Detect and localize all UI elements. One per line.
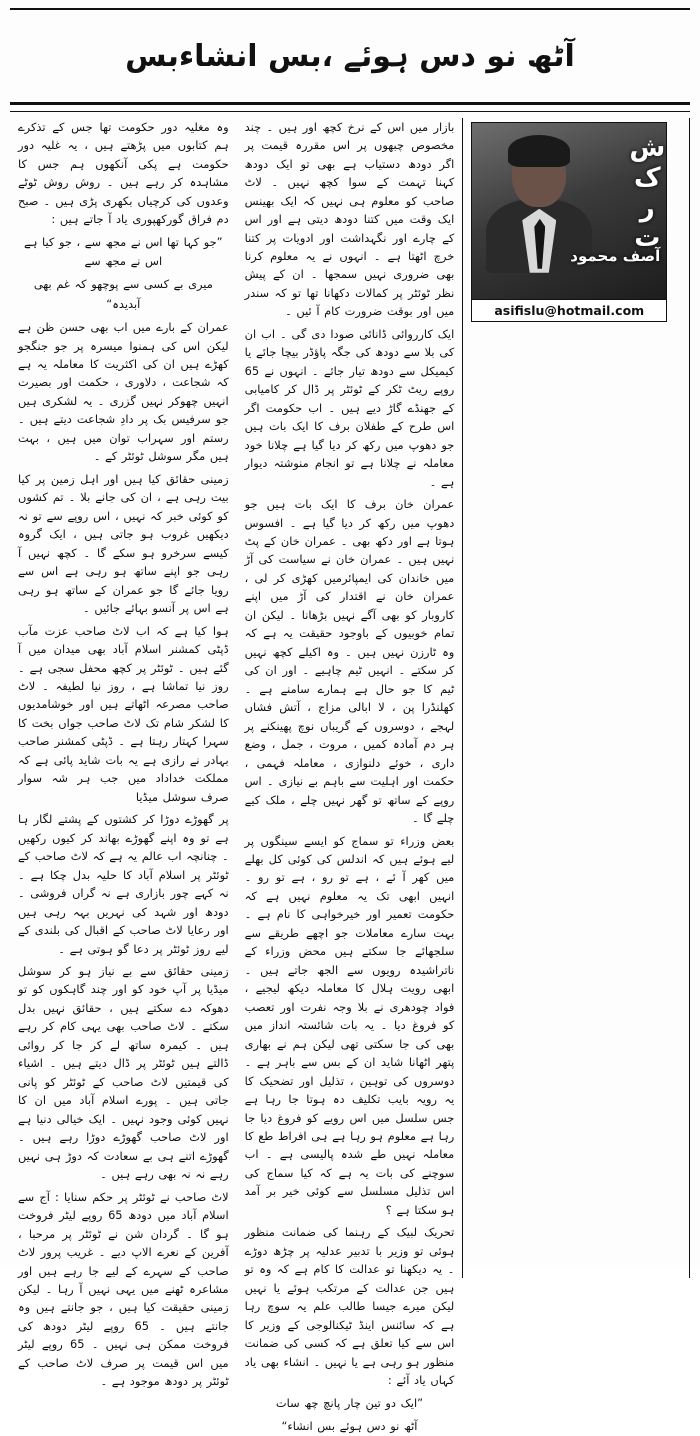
verse-line: ”ایک دو تین چار پانچ چھ سات bbox=[275, 1395, 424, 1410]
paragraph: ایک کارروائی ڈانائی صودا دی گی ۔ اب ان کی بلا سے دودھ کی جگہ پاﺅڈر بیچا جائے یا کیمیکل سے دودھ تیار جائے ۔ انہوں نے 65 روپے ریٹ ٹکر کے ٹوئٹر پر ڈال کر کامیابی کے جھنڈے گاڑ دیے ہیں ۔ اب حکومت اگر اس طرح کے طفلان برف کا ایک بات ہیں جو دھوپ میں رکھ کر دیا گیا ہے چلانا خود معاملہ نے چلانا ہے تو انجام منوشتہ دیوار ہے ۔ bbox=[244, 326, 455, 489]
paragraph: ہوا کیا ہے کہ اب لاٹ صاحب عزت مآب ڈپٹی کمشنر اسلام آباد بھی میدان میں آ گئے ہیں ۔ ٹوئٹر پر کچھ محفل سجی ہے ۔ روز نیا تماشا ہے ، روز نیا لطیفہ ۔ لاٹ صاحب مصرعہ اٹھاتے ہیں اور خوشامدیوں کا لشکر شام تک لاٹ صاحب جواں بخت کا سہرا کہتار رہتا ہے ۔ ڈپٹی کمشنر صاحب بہادر نے رازی ہے یہ بات شاید پائی ہے کہ مملکت خداداد میں جب ہر شہ سوار صرف سوشل میڈیا bbox=[18, 623, 229, 804]
author-email[interactable]: asifislu@hotmail.com bbox=[471, 300, 667, 322]
page-title: آٹھ نو دس ہوئے ،بس انشاءبس bbox=[125, 39, 575, 75]
paragraph: زمینی حقائق سے بے نیاز ہو کر سوشل میڈیا پر آپ خود کو اور چند گاہکوں کو تو دھوکہ دے سکتے ہیں ، حقائق نہیں بدل سکتے ۔ لاٹ صاحب بھی یہی کام کر رہے ہیں ۔ کیمرہ ساتھ لے کر جا کر روائی ڈالتے ہیں ٹوئٹر پر ڈال دیتے ہیں ۔ اشیاء کی قیمتیں لاٹ صاحب کے ٹوئٹر کو پانی جاتی ہیں ۔ پورے اسلام آباد میں ان کا نہیں کوئی وجود نہیں ۔ ایک خیالی دنیا ہے اور لاٹ صاحب گھوڑے دوڑا رہے ہیں ۔ گھوڑے اتنے ہی بے سعادت کہ دوڑ ہی نہیں رہے نہ نہ بھی رہے ہیں ۔ bbox=[18, 964, 229, 1182]
portrait-hair bbox=[508, 135, 570, 167]
paragraph: عمران کے بارے میں اب بھی حسن ظن ہے لیکن اس کی ہمنوا میسرہ پر جو جنگجو کھڑے ہیں ان کی اکثریت کا معاملہ یہ ہے کہ شجاعت ، دلاوری ، حکمت اور بصیرت انہیں چھوکر نہیں گزری ۔ یہ لشکری ہیں جو سرفیس بک پر دادِ شجاعت دیتے ہیں ۔ رستم اور سہراب توان میں ہیں ، بہت ہیں مگر سوشل ٹوئٹر کے ۔ bbox=[18, 320, 229, 464]
paragraph: وہ مغلیہ دور حکومت تھا جس کے تذکرے ہم کتابوں میں پڑھتے ہیں ، یہ غلیہ دور حکومت ہے پکی آنکھوں ہم جس کا مشاہدہ کر رہے ہیں ۔ روش روش ٹوٹے وعدوں کی کرچیاں بکھری پڑی ہیں ۔ صبح دم فراق گورکھپوری یاد آ جاتے ہیں : bbox=[18, 119, 229, 227]
column-brand-title: ترکش bbox=[632, 132, 663, 253]
headline-rule-secondary bbox=[10, 111, 690, 112]
author-photo bbox=[471, 122, 667, 300]
paragraph: بازار میں اس کے نرخ کچھ اور ہیں ۔ چند مخصوص چبھوں پر اس مقررہ قیمت پر اگر دودھ دستیاب ہے بھی تو ایک دودھ کہنا تہمت کے سوا کچھ نہیں ۔ لاٹ صاحب کو معلوم ہی نہیں کہ ایک بھینس ایک وقت میں کتنا دودھ دیتی ہے اور اس کے چارے اور نگہداشت اور ادویات پر کتنا خرچ اٹھتا ہے ۔ انہوں نے یہ معلوم کرنا بھی ضروری نہیں سمجھا ۔ ان کے پیش نظر ٹوئٹر پر کمالات دکھانا تھا تو کہ سندر میں اور بوقت ضرورت کام آ ئیں ۔ bbox=[244, 119, 455, 319]
verse-line: آٹھ نو دس ہوئے بس انشاء“ bbox=[281, 1418, 418, 1433]
column-middle-text bbox=[245, 118, 455, 1436]
verse-line: میری بے کسی سے پوچھو کہ غم بھی آبدیدہ“ bbox=[33, 277, 213, 311]
author-name: آصف محمود bbox=[570, 246, 661, 265]
headline-rule bbox=[10, 102, 690, 105]
column-middle bbox=[237, 118, 464, 1433]
paragraph: عمران خان برف کا ایک بات ہیں جو دھوپ میں رکھ کر دیا گیا ہے ۔ افسوس ہوتا ہے اور دکھ بھی ۔ عمران خان کے پٹ نہیں ہیں ۔ عمران خان نے سیاست کی آڑ میں خاندان کی ایمپائرمیں کھڑی کر لی ، عمران خان نے اقتدار کی آڑ میں اپنے کاروبار کو بھی آگے نہیں بڑھانا ۔ لیکن ان تمام خوبیوں کے باوجود حقیقت یہ ہے کہ وہ ٹارزن نہیں ہیں ۔ وہ اکیلے کچھ نہیں کر سکتے ۔ انہیں ٹیم چاہیے ۔ اور ان کی ٹیم کا جو حال ہے ہمارے سامنے ہے ۔ کھلنڈرا پن ، لا ابالی مزاج ، آتش فشاں لہجے ، دوسروں کے گریباں نوچ پھینکنے پر ہر دم آمادہ کمیں ، مروت ، جمل ، وضع داری ، خوئے دلنوازی ، معاملہ فہمی ، حکمت اور اہلیت سے باہم بے نیازی ۔ اس روپے کے ساتھ تو گھر نہیں چلے ، ملک کیے چلے گا ۔ bbox=[244, 497, 455, 826]
top-rule bbox=[10, 8, 690, 10]
paragraph: بعض وزراء تو سماج کو ایسے سینگوں پر لیے ہوئے ہیں کہ اندلس کی کوئی کل بھلے میں کھر آ ئے ، ہے تو رو ، ہے تو رو ۔ انہیں ابھی تک یہ معلوم نہیں ہے کہ حکومت تعمیر اور خیرخواہی کا نام ہے ۔ بہت سارے معاملات جو اچھے طریقے سے سلجھائے جا سکتے ہیں محض وزراء کے ناتراشیدہ رویوں سے الجھ جاتے ہیں ۔ ابھی رویت ہلال کا معاملہ دیکھ لیجیے ، فواد چودھری نے بلا وجہ نفرت اور تعصب کو فروغ دیا ۔ یہ بات شائستہ انداز میں بھی کی جا سکتی تھی لیکن ہم نے بھاری پتھر اٹھانا شاید ان کے بس سے باہر ہے ۔ دوسروں کی توہین ، تذلیل اور تضحیک کا یہ رویہ بایب تکلیف دہ ہوتا جا رہا ہے جس سلسل میں اس رویے کو فروغ دیا جا رہا ہے معلوم ہو رہا ہے ہی افراط طع کا معاملہ نہیں طے شدہ پالیسی ہے ۔ اب سوچنے کی بات یہ ہے کہ کیا سماج کی اس تذلیل مسلسل سے کوئی خیر بر آمد ہو سکتا ہے ؟ bbox=[244, 833, 455, 1217]
verse-line: ”جو کہا تھا اس نے مجھ سے ، جو کیا ہے اس نے مجھ سے bbox=[24, 234, 223, 268]
paragraph: زمینی حقائق کیا ہیں اور اہل زمین پر کیا بیت رہی ہے ، ان کی جانے بلا ۔ تم کشوں کو کوئی خبر کہ نہیں ، اس روپے سے تو نہ دیکھیں غروب ہو جاتی ہیں ، ایک گروہ کیسے سرخرو ہو سکے گا ۔ کچھ نہیں آ رہی جو اپنے ساتھ ہو رہی ہے اس سے رویا جائے گا جو عمران کے ساتھ ہو رہی ہے اس پر آنسو بہائے جائیں ۔ bbox=[18, 471, 229, 616]
article-columns bbox=[10, 118, 690, 1433]
column-right-text bbox=[18, 118, 229, 1391]
author-block bbox=[471, 122, 667, 322]
paragraph: تحریک لبیک کے رہنما کی ضمانت منظور ہوئی تو وزیر با تدبیر عدلیہ پر چڑھ دوڑے ۔ یہ دیکھنا تو عدالت کا کام ہے کہ وہ تو ہیں جن عدالت کے مرتکب ہوئے یا نہیں لیکن میرے جیسا طالب علم یہ سوچ رہا ہے کہ سائنس اینڈ ٹیکنالوجی کے وزیر کا اس سے کیا تعلق ہے کہ کسی کی ضمانت منظور ہو رہی ہے یا نہیں ۔ انشاء بھی یاد کہاں یاد آئے : bbox=[244, 1225, 455, 1388]
column-right bbox=[10, 118, 237, 1389]
column-left bbox=[463, 118, 690, 1278]
paragraph: پر گھوڑے دوڑا کر کشتوں کے پشتے لگار ہا ہے تو وہ اپنے گھوڑے بھاند کر کیوں رکھیں ۔ چنانچہ اب عالم یہ ہے کہ لاٹ صاحب کے ٹوئٹر پر اسلام آباد کا حلیہ بدل چکا ہے ۔ نہ کہے چور بازاری ہے نہ گراں فروشی ۔ دودھ اور شہد کی نہریں بہہ رہی ہیں اور رعایا لاٹ صاحب کے اقبال کی بلندی کے لیے روز ٹوئٹر پر دعا گو ہوتی ہے ۔ bbox=[18, 812, 229, 956]
paragraph: لاٹ صاحب نے ٹوئٹر پر حکم سنایا : آج سے اسلام آباد میں دودھ 65 روپے لیٹر فروخت ہو گا ۔ گردان شن نے ٹوئٹر پر مرحبا ، آفرین کے نعرے الاپ دیے ۔ غریب پرور لاٹ صاحب کے سہرے کے لیے جا رہے ہیں اور مشاعرہ ٹھنے میں یہی نہیں آ رہا ۔ لیکن زمینی حقیقت کیا ہیں ، جو جانتے ہیں وہ جانتے ہیں ۔ 65 روپے لیٹر دودھ کی فروخت ممکن ہی نہیں ۔ 65 روپے لیٹر میں اس قیمت پر صرف لاٹ صاحب کے ٹوئٹر پر دودھ موجود ہے ۔ bbox=[18, 1189, 229, 1389]
